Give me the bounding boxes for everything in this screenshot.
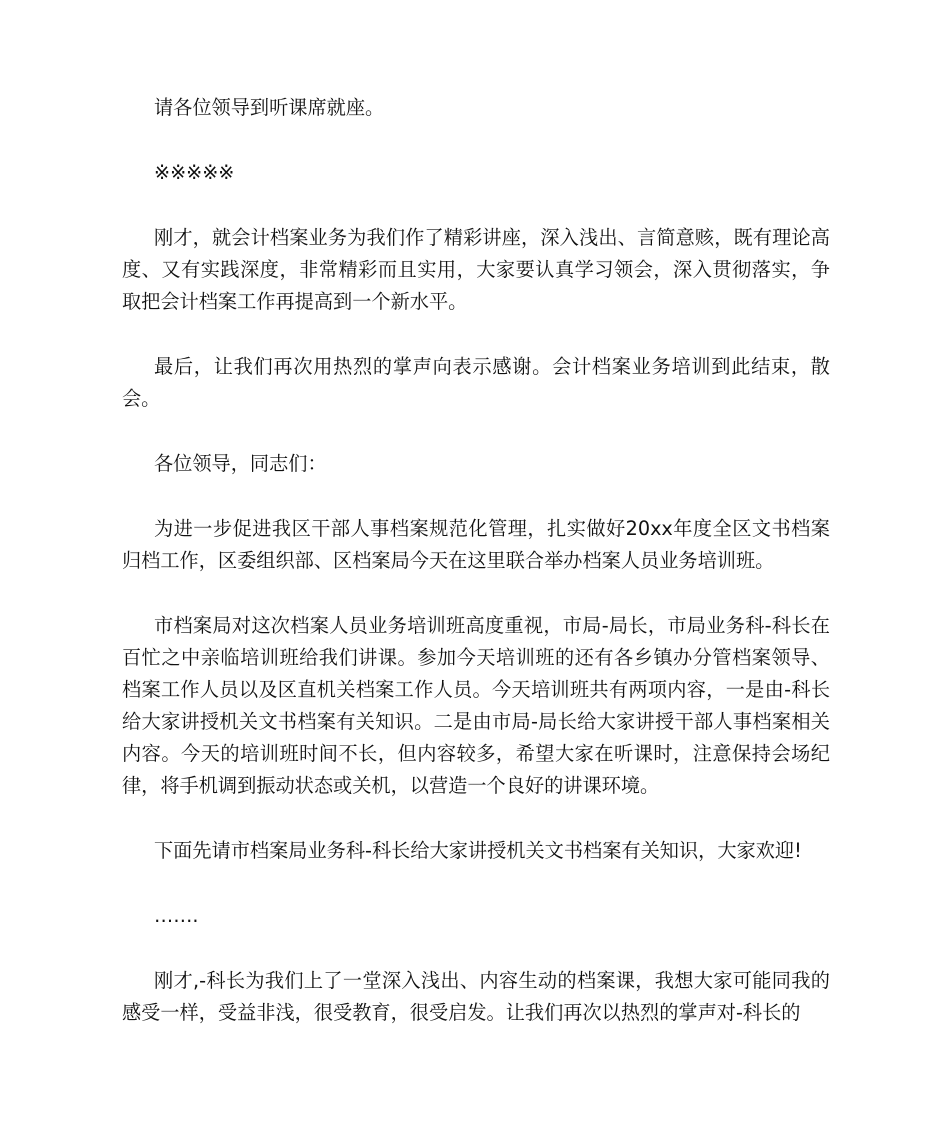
paragraph-greeting: 各位领导，同志们： — [154, 452, 327, 475]
paragraph-purpose: 为进一步促进我区干部人事档案规范化管理，扎实做好20xx年度全区文书档案归档工作，区委组织部、区档案局今天在这里联合举办档案人员业务培训班。 — [122, 517, 830, 572]
paragraph-closing: 最后，让我们再次用热烈的掌声向表示感谢。会计档案业务培训到此结束，散会。 — [122, 355, 830, 410]
paragraph-agenda: 市档案局对这次档案人员业务培训班高度重视，市局-局长，市局业务科-科长在百忙之中亲临培训班给我们讲课。参加今天培训班的还有各乡镇办分管档案领导、档案工作人员以及区直机关档案工作人员。今天培训班共有两项内容，一是由-科长给大家讲授机关文书档案有关知识。二是由市局-局长给大家讲授干部人事档案相关内容。今天的培训班时间不长，但内容较多，希望大家在听课时，注意保持会场纪律，将手机调到振动状态或关机，以营造一个良好的讲课环境。 — [122, 614, 831, 797]
paragraph-ellipsis: ……. — [154, 904, 199, 927]
document-body — [122, 92, 830, 1062]
paragraph-invitation: 下面先请市档案局业务科-科长给大家讲授机关文书档案有关知识，大家欢迎! — [154, 839, 802, 862]
paragraph-seating: 请各位领导到听课席就座。 — [154, 96, 385, 119]
paragraph-accounting-lecture: 刚才，就会计档案业务为我们作了精彩讲座，深入浅出、言简意赅，既有理论高度、又有实践深度，非常精彩而且实用，大家要认真学习领会，深入贯彻落实，争取把会计档案工作再提高到一个新水平。 — [122, 226, 830, 313]
paragraph-thanks: 刚才,-科长为我们上了一堂深入浅出、内容生动的档案课，我想大家可能同我的感受一样，受益非浅，很受教育，很受启发。让我们再次以热烈的掌声对-科长的 — [122, 969, 830, 1024]
paragraph-separator: ※※※※※ — [154, 161, 235, 184]
